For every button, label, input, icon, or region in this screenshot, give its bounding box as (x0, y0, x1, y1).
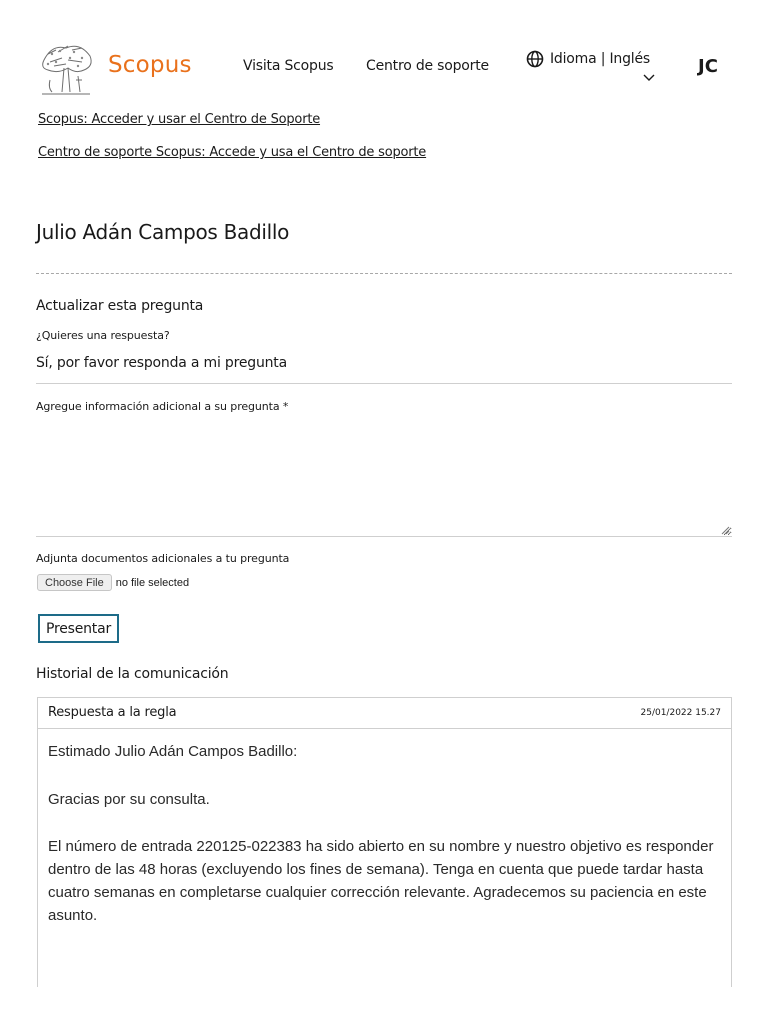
submit-button[interactable]: Presentar (38, 614, 119, 643)
history-entry (37, 697, 732, 987)
want-answer-label: ¿Quieres una respuesta? (36, 329, 170, 342)
page-title: Julio Adán Campos Badillo (36, 220, 290, 244)
file-input (37, 574, 189, 591)
nav-visit-scopus[interactable]: Visita Scopus (243, 58, 334, 74)
elsevier-tree-logo-icon[interactable] (38, 40, 94, 98)
history-title: Historial de la comunicación (36, 666, 229, 682)
message-thanks: Gracias por su consulta. (48, 791, 210, 808)
message-greeting: Estimado Julio Adán Campos Badillo: (48, 743, 298, 760)
history-entry-date: 25/01/2022 15.27 (640, 708, 721, 718)
history-entry-type: Respuesta a la regla (48, 705, 177, 720)
additional-info-label: Agregue información adicional a su pregunta * (36, 400, 289, 413)
history-entry-header (38, 698, 731, 729)
update-question-title: Actualizar esta pregunta (36, 298, 204, 314)
user-avatar[interactable]: JC (698, 56, 718, 77)
nav-support-center[interactable]: Centro de soporte (366, 58, 489, 74)
scopus-brand[interactable]: Scopus (108, 52, 192, 78)
chevron-down-icon[interactable] (643, 74, 655, 82)
breadcrumb-link-access[interactable]: Scopus: Acceder y usar el Centro de Soporte (38, 112, 321, 127)
language-selector[interactable] (526, 50, 650, 68)
breadcrumb-link-support[interactable]: Centro de soporte Scopus: Accede y usa el Centro de soporte (38, 145, 427, 160)
globe-icon (526, 50, 544, 68)
site-header (0, 0, 768, 105)
want-answer-select[interactable]: Sí, por favor responda a mi pregunta (36, 355, 732, 384)
resize-handle-icon[interactable] (720, 525, 730, 535)
message-body: El número de entrada 220125-022383 ha sido abierto en su nombre y nuestro objetivo es responder dentro de las 48 horas (excluyendo los fines de semana). Tenga en cuenta que puede tardar hasta cuatro semanas en completarse cualquier corrección relevante. Agradecemos su paciencia en este asunto. (48, 838, 714, 924)
additional-info-textarea[interactable] (36, 420, 732, 537)
dashed-divider (36, 273, 732, 274)
language-label: Idioma | Inglés (550, 51, 650, 67)
attach-label: Adjunta documentos adicionales a tu pregunta (36, 552, 290, 565)
choose-file-button[interactable]: Choose File (37, 574, 112, 591)
file-status-text: no file selected (115, 576, 190, 589)
